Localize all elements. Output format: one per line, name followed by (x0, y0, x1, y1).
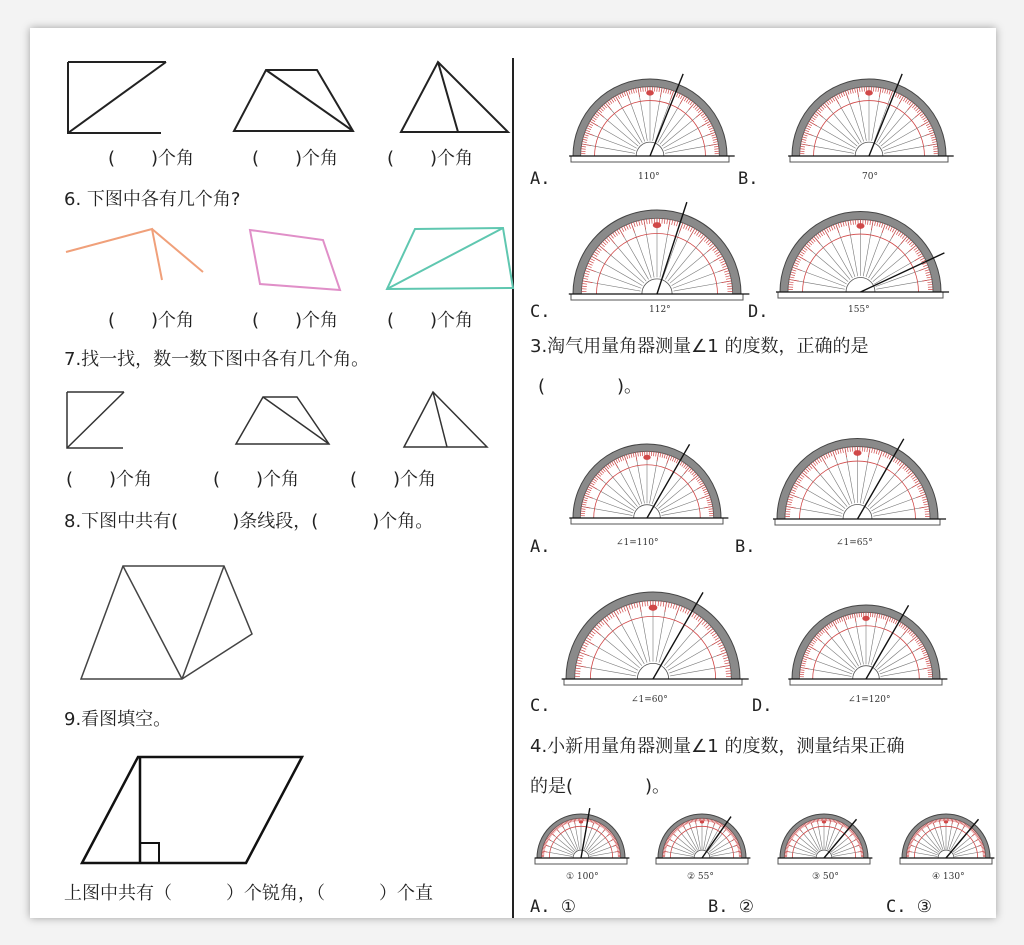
worksheet-page (30, 28, 996, 918)
q4-caption-2: ② 55° (687, 872, 714, 882)
q4-caption-3: ③ 50° (812, 872, 839, 882)
q2-caption-d: 155° (848, 305, 870, 315)
q5-blank-3[interactable]: ( )个角 (387, 148, 474, 169)
q4-title: 4.小新用量角器测量∠1 的度数，测量结果正确 (530, 736, 905, 757)
q3-protractor-b (775, 433, 940, 523)
q3-caption-d: ∠1=120° (848, 695, 891, 705)
q2-option-c[interactable]: C. (530, 302, 551, 322)
q4-caption-4: ④ 130° (932, 872, 965, 882)
q3-caption-a: ∠1=110° (616, 538, 659, 548)
q2-option-b[interactable]: B. (738, 169, 759, 189)
q4-title-2[interactable]: 的是( )。 (530, 776, 671, 797)
q3-protractor-a (571, 436, 723, 522)
q8-figure (80, 564, 256, 681)
q4-caption-1: ① 100° (566, 872, 599, 882)
q7-figure-2 (235, 396, 331, 446)
q6-figure-pink (248, 228, 343, 293)
q9-text[interactable]: 上图中共有（ ）个锐角，（ ）个直 (64, 883, 433, 904)
column-divider (512, 58, 514, 918)
q2-caption-c: 112° (649, 305, 671, 315)
q7-blank-3[interactable]: ( )个角 (350, 469, 437, 490)
q3-caption-b: ∠1=65° (836, 538, 873, 548)
q4-protractor-1 (531, 810, 631, 862)
q3-protractor-d (787, 601, 945, 683)
q7-blank-1[interactable]: ( )个角 (66, 469, 153, 490)
q8-title[interactable]: 8.下图中共有( )条线段，( )个角。 (64, 511, 434, 532)
q5-figure-2 (233, 68, 355, 133)
q2-option-a[interactable]: A. (530, 169, 551, 189)
q5-figure-1 (66, 60, 166, 135)
q4-protractor-4 (896, 810, 996, 862)
q5-blank-1[interactable]: ( )个角 (108, 148, 195, 169)
q2-caption-a: 110° (638, 172, 660, 182)
q6-title: 6. 下图中各有几个角? (64, 189, 241, 210)
q2-protractor-d (778, 206, 943, 296)
q4-option-b[interactable]: B. ② (708, 897, 754, 917)
q6-figure-teal (385, 225, 515, 291)
q3-option-b[interactable]: B. (735, 537, 756, 557)
q3-title: 3.淘气用量角器测量∠1 的度数，正确的是 (530, 336, 869, 357)
q6-blank-2[interactable]: ( )个角 (252, 310, 339, 331)
q4-option-c[interactable]: C. ③ (886, 897, 932, 917)
q3-blank[interactable]: ( )。 (538, 376, 643, 397)
q9-parallelogram (80, 755, 305, 865)
q3-protractor-c (564, 588, 742, 683)
q6-blank-1[interactable]: ( )个角 (108, 310, 195, 331)
q7-figure-1 (66, 391, 126, 449)
q2-caption-b: 70° (862, 172, 878, 182)
q3-option-c[interactable]: C. (530, 696, 551, 716)
q6-figure-orange (65, 225, 205, 283)
q9-title: 9.看图填空。 (64, 709, 172, 730)
q3-caption-c: ∠1=60° (631, 695, 668, 705)
q3-option-a[interactable]: A. (530, 537, 551, 557)
q4-option-a[interactable]: A. ① (530, 897, 576, 917)
q2-option-d[interactable]: D. (748, 302, 769, 322)
q4-protractor-2 (652, 810, 752, 862)
q3-option-d[interactable]: D. (752, 696, 773, 716)
q5-blank-2[interactable]: ( )个角 (252, 148, 339, 169)
q7-figure-3 (403, 391, 489, 449)
q4-protractor-3 (774, 810, 874, 862)
q6-blank-3[interactable]: ( )个角 (387, 310, 474, 331)
q2-protractor-b (790, 72, 948, 160)
q5-figure-3 (400, 61, 510, 134)
q7-blank-2[interactable]: ( )个角 (213, 469, 300, 490)
q2-protractor-c (571, 206, 743, 298)
q7-title: 7.找一找，数一数下图中各有几个角。 (64, 349, 370, 370)
q2-protractor-a (571, 72, 729, 160)
